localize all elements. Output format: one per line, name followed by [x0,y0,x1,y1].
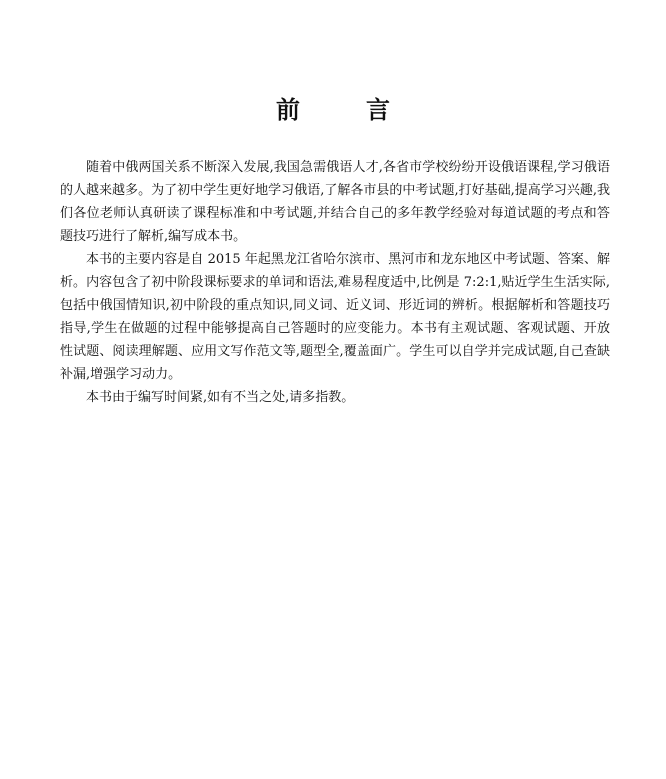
preface-body [60,156,610,409]
title-char-1: 前 [276,95,300,124]
page-title [0,94,666,126]
paragraph-1: 随着中俄两国关系不断深入发展,我国急需俄语人才,各省市学校纷纷开设俄语课程,学习俄语的人越来越多。为了初中学生更好地学习俄语,了解各市县的中考试题,打好基础,提高学习兴趣,我们各位老师认真研读了课程标准和中考试题,并结合自己的多年教学经验对每道试题的考点和答题技巧进行了解析,编写成本书。 [60,160,610,244]
title-char-2: 言 [366,95,390,124]
paragraph-2: 本书的主要内容是自 2015 年起黑龙江省哈尔滨市、黑河市和龙东地区中考试题、答案、解析。内容包含了初中阶段课标要求的单词和语法,难易程度适中,比例是 7:2:1,贴近学生生活实际,包括中俄国情知识,初中阶段的重点知识,同义词、近义词、形近词的辨析。根据解析和答题技巧指导,学生在做题的过程中能够提高自己答题时的应变能力。本书有主观试题、客观试题、开放性试题、阅读理解题、应用文写作范文等,题型全,覆盖面广。学生可以自学并完成试题,自己查缺补漏,增强学习动力。 [60,252,610,382]
paragraph-3: 本书由于编写时间紧,如有不当之处,请多指教。 [86,390,355,405]
